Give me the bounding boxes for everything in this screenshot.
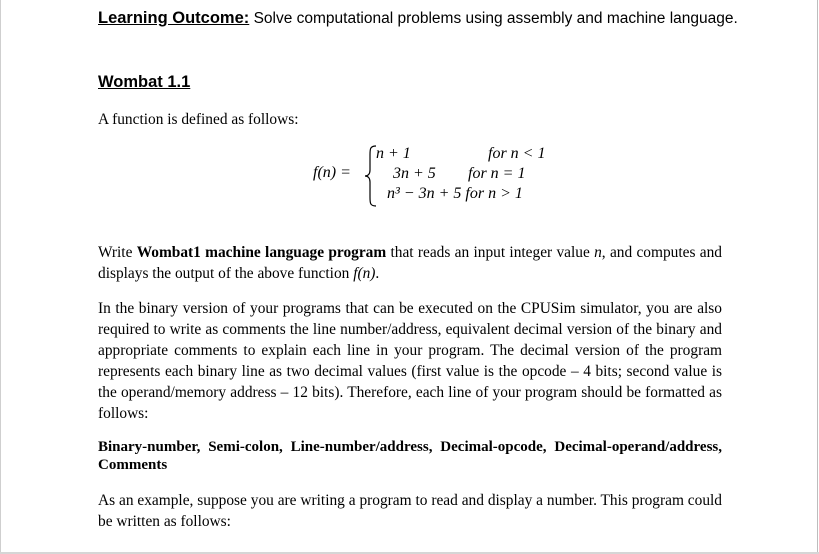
case-3 <box>387 185 523 203</box>
case-3-condition: for n > 1 <box>465 185 523 202</box>
task-middle-2: , and computes and displays the output of the above function <box>98 244 722 282</box>
page-border-right <box>817 0 818 554</box>
case-1-expression: n + 1 <box>376 145 411 162</box>
task-suffix: . <box>375 265 380 282</box>
case-3-expression: n³ − 3n + 5 <box>387 185 462 202</box>
task-middle: that reads an input integer value <box>386 244 595 261</box>
section-title: Wombat 1.1 <box>98 73 191 91</box>
function-lhs: f(n) = <box>313 164 351 181</box>
task-variable: n <box>594 244 602 261</box>
learning-outcome-label: Learning Outcome: <box>98 9 250 27</box>
case-2-expression: 3n + 5 <box>393 165 436 182</box>
intro-text: A function is defined as follows: <box>98 111 299 128</box>
page-border-left <box>0 0 1 554</box>
learning-outcome-text: Solve computational problems using assembly and machine language. <box>249 10 738 27</box>
case-1-condition: for n < 1 <box>488 145 546 162</box>
learning-outcome <box>98 9 738 28</box>
task-prefix: Write <box>98 244 137 261</box>
case-2-condition: for n = 1 <box>468 165 526 182</box>
task-bold: Wombat1 machine language program <box>136 244 387 261</box>
example-paragraph: As an example, suppose you are writing a program to read and display a number. This program could be written as follows: <box>98 492 722 530</box>
binary-paragraph: In the binary version of your programs that can be executed on the CPUSim simulator, you are also required to write as comments the line number/address, equivalent decimal version of the binary and appropriate comments to explain each line in your program. The decimal version of the program represents each binary line as two decimal values (first value is the opcode – 4 bits; second value is the operand/memory address – 12 bits). Therefore, each line of your program should be formatted as follows: <box>98 300 722 422</box>
task-paragraph <box>98 242 722 284</box>
format-line: Binary-number, Semi-colon, Line-number/address, Decimal-opcode, Decimal-operand/address, Comments <box>98 439 722 473</box>
task-function: f(n) <box>353 265 376 282</box>
